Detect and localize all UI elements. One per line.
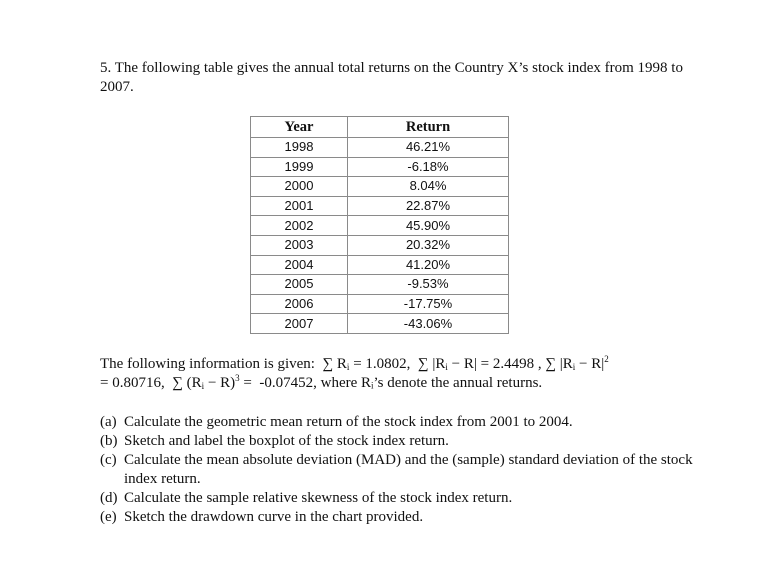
year-cell: 2004 <box>251 255 348 275</box>
sum-cube-dev-value: -0.07452 <box>259 375 314 391</box>
table-header-row <box>251 117 509 138</box>
return-cell: -9.53% <box>348 275 509 295</box>
return-cell: -43.06% <box>348 314 509 334</box>
list-item <box>100 489 700 508</box>
part-label: (d) <box>100 490 118 506</box>
part-text: Sketch and label the boxplot of the stock index return. <box>124 433 449 449</box>
part-text: Calculate the sample relative skewness of the stock index return. <box>124 490 513 506</box>
year-cell: 1998 <box>251 138 348 158</box>
part-text: Calculate the mean absolute deviation (MAD) and the (sample) standard deviation of the stock index return. <box>124 452 693 487</box>
table-row <box>251 216 509 236</box>
year-cell: 2001 <box>251 196 348 216</box>
table-row <box>251 294 509 314</box>
list-item <box>100 432 700 451</box>
list-item <box>100 508 700 527</box>
year-cell: 2003 <box>251 235 348 255</box>
part-text: Sketch the drawdown curve in the chart provided. <box>124 509 424 525</box>
list-item <box>100 451 700 489</box>
list-item <box>100 413 700 432</box>
table-row <box>251 314 509 334</box>
return-column-header: Return <box>348 117 509 138</box>
year-cell: 2002 <box>251 216 348 236</box>
question-text: 5. The following table gives the annual total returns on the Country X’s stock index from 1998 to 2007. <box>100 60 683 95</box>
part-label: (c) <box>100 452 117 468</box>
return-cell: 41.20% <box>348 255 509 275</box>
table-row <box>251 157 509 177</box>
given-information: The following information is given: ∑ $R_i = 1.0802$, ∑ $|R_i - R| = 2.4498$ , ∑ $|R_i - R|^2$ = 0.80716, ∑ $(R_i - R)^3 = -0.07452$, where Rᵢ’s denote the annual returns. <box>100 354 609 391</box>
year-cell: 1999 <box>251 157 348 177</box>
return-cell: 8.04% <box>348 177 509 197</box>
year-cell: 2000 <box>251 177 348 197</box>
return-cell: -6.18% <box>348 157 509 177</box>
return-cell: 45.90% <box>348 216 509 236</box>
table-row <box>251 275 509 295</box>
table-row <box>251 138 509 158</box>
table-row <box>251 235 509 255</box>
return-cell: 22.87% <box>348 196 509 216</box>
return-cell: -17.75% <box>348 294 509 314</box>
sum-abs-dev-value: 2.4498 <box>492 356 535 372</box>
year-cell: 2006 <box>251 294 348 314</box>
sum-r-value: 1.0802 <box>365 356 407 372</box>
table-row <box>251 177 509 197</box>
year-cell: 2007 <box>251 314 348 334</box>
year-column-header: Year <box>251 117 348 138</box>
return-cell: 46.21% <box>348 138 509 158</box>
returns-table <box>250 116 509 334</box>
year-cell: 2005 <box>251 275 348 295</box>
question-parts <box>100 413 700 527</box>
part-label: (e) <box>100 509 117 525</box>
table-row <box>251 255 509 275</box>
part-text: Calculate the geometric mean return of the stock index from 2001 to 2004. <box>124 414 573 430</box>
given-intro: The following information is given: <box>100 356 315 372</box>
part-label: (a) <box>100 414 117 430</box>
sum-sq-dev-value: 0.80716 <box>112 375 161 391</box>
return-cell: 20.32% <box>348 235 509 255</box>
table-row <box>251 196 509 216</box>
part-label: (b) <box>100 433 118 449</box>
given-outro: where Rᵢ’s denote the annual returns. <box>320 375 543 391</box>
